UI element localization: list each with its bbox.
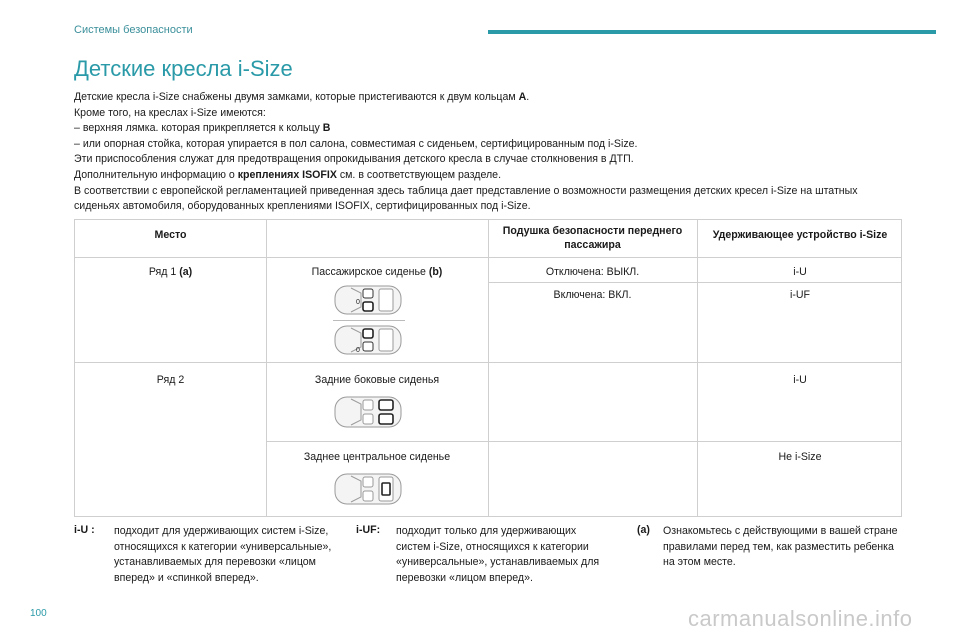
row1-label: Ряд 1 (a)	[148, 266, 193, 278]
intro-line: Дополнительную информацию о креплениях ISOFIX см. в соответствующем разделе.	[74, 168, 502, 181]
note-iuf-text: подходит только для удерживающих систем i-Size, относящихся к категории «универсальные», устанавливаемых для перевозки «лицом вперед».	[396, 525, 600, 584]
intro-text	[74, 90, 894, 215]
svg-text:0: 0	[356, 347, 360, 354]
car-diagram-front-left-icon	[333, 284, 405, 316]
row1-off-value: i-U	[793, 266, 807, 278]
table-divider	[488, 282, 901, 283]
row1-on-value: i-UF	[789, 289, 810, 301]
note-iu-text: подходит для удерживающих систем i-Size, относящихся к категории «универсальные», устанавливаемых для перевозки «лицом вперед» и «спинкой вперед».	[114, 525, 332, 584]
row2-center-seat: Заднее центральное сиденье	[303, 451, 451, 463]
header-airbag: Подушка безопасности переднего пассажира	[502, 225, 683, 251]
watermark: carmanualsonline.info	[688, 606, 913, 631]
car-separator	[333, 320, 405, 321]
car-diagram-rear-sides-icon	[333, 395, 405, 429]
note-a-label: (a)	[637, 524, 650, 536]
header-place: Место	[154, 229, 187, 241]
header-accent-bar	[488, 30, 936, 34]
table-divider	[266, 441, 901, 442]
intro-line: Детские кресла i-Size снабжены двумя замками, которые пристегиваются к двум кольцам A.	[74, 91, 530, 103]
intro-line: Эти приспособления служат для предотвращения опрокидывания детского кресла в случае столкновения в ДТП.	[74, 153, 634, 166]
row2-side-value: i-U	[793, 374, 807, 386]
intro-line: – или опорная стойка, которая упирается в пол салона, совместимая с сиденьем, сертифицированным под i-Size.	[74, 137, 638, 150]
header-device: Удерживающее устройство i-Size	[712, 229, 888, 241]
page-title: Детские кресла i-Size	[74, 56, 293, 81]
svg-text:0: 0	[356, 299, 360, 306]
row2-label: Ряд 2	[156, 374, 185, 386]
intro-line: – верхняя лямка. которая прикрепляется к кольцу B	[74, 122, 331, 135]
note-iuf-label: i-UF:	[356, 524, 381, 536]
running-header: Системы безопасности	[74, 24, 193, 36]
note-a-text: Ознакомьтесь с действующими в вашей стране правилами перед тем, как разместить ребенка на этом месте.	[663, 525, 898, 568]
table-divider	[75, 362, 901, 363]
row2-side-seats: Задние боковые сиденья	[314, 374, 440, 386]
row1-airbag-off: Отключена: ВЫКЛ.	[545, 266, 640, 278]
car-diagram-front-right-icon	[333, 324, 405, 356]
row1-airbag-on: Включена: ВКЛ.	[553, 289, 632, 301]
intro-line: Кроме того, на креслах i-Size имеются:	[74, 106, 266, 119]
i-size-table	[74, 219, 902, 517]
row2-center-value: Не i-Size	[778, 451, 822, 463]
car-diagram-rear-center-icon	[333, 472, 405, 506]
intro-paragraph: В соответствии с европейской регламентацией приведенная здесь таблица дает представление о возможности размещения детских кресел i-Size на штатных сиденьях автомобиля, оборудованных креплениями ISOFIX, сертифицированных под i-Size.	[74, 184, 858, 213]
page-number: 100	[30, 608, 47, 619]
table-divider	[75, 257, 901, 258]
note-iu-label: i-U :	[74, 524, 95, 536]
row1-seat: Пассажирское сиденье (b)	[311, 266, 443, 278]
